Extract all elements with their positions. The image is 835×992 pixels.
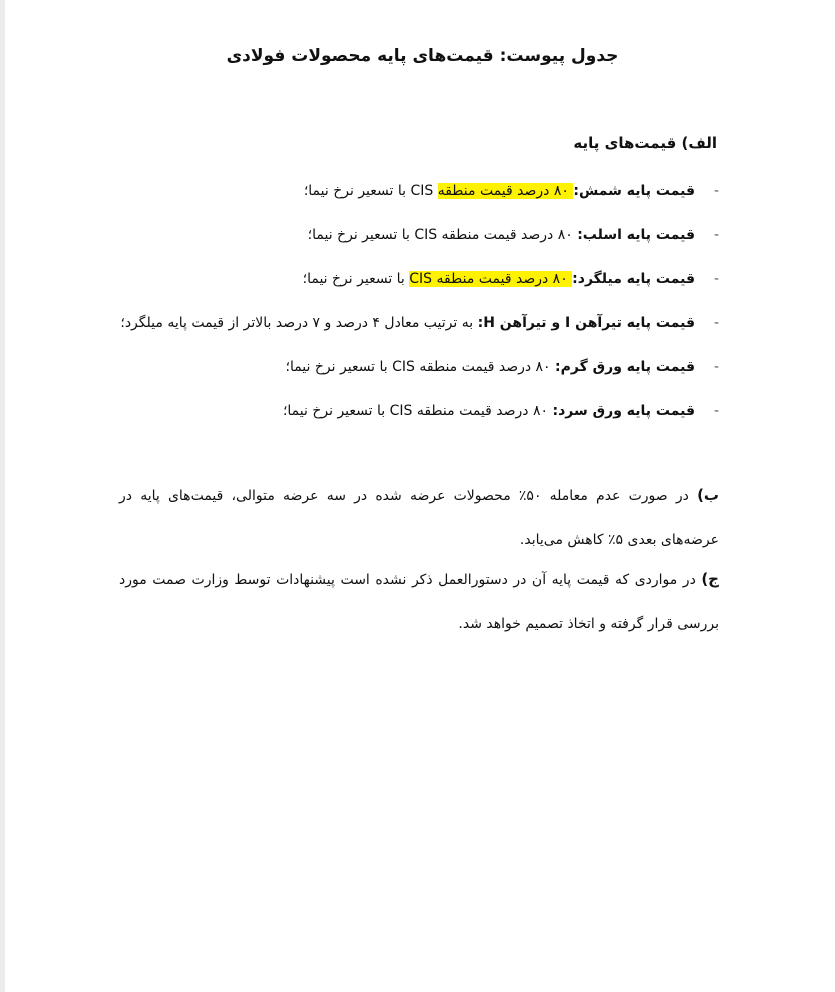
item-label: قیمت پایه شمش: (573, 183, 695, 199)
item-text: به ترتیب معادل ۴ درصد و ۷ درصد بالاتر از قیمت پایه میلگرد؛ (120, 315, 478, 331)
list-item-cold-sheet (115, 400, 719, 422)
paragraph-c (119, 557, 719, 646)
item-label: قیمت پایه میلگرد: (572, 271, 695, 287)
list-item-billet (115, 180, 719, 202)
paragraph-tag: ج) (701, 570, 719, 588)
paragraph-tag: ب) (697, 486, 719, 504)
list-dash: - (713, 315, 719, 331)
list-item-rebar (115, 268, 719, 290)
list-dash: - (713, 271, 719, 287)
item-label: قیمت پایه ورق گرم: (555, 359, 695, 375)
section-a-heading: الف) قیمت‌های پایه (573, 134, 717, 152)
paragraph-text: در مواردی که قیمت پایه آن در دستورالعمل ذکر نشده است پیشنهادات توسط وزارت صمت مورد بررسی قرار گرفته و اتخاذ تصمیم خواهد شد. (119, 572, 719, 632)
highlighted-text: ۸۰ درصد قیمت منطقه CIS (409, 271, 573, 287)
list-item-hot-sheet (115, 356, 719, 378)
item-text: با تسعیر نرخ نیما؛ (302, 271, 410, 287)
list-dash: - (713, 359, 719, 375)
highlighted-text: ۸۰ درصد قیمت منطقه (437, 183, 574, 199)
paragraph-text: در صورت عدم معامله ۵۰٪ محصولات عرضه شده در سه عرضه متوالی، قیمت‌های پایه در عرضه‌های بعدی ۵٪ کاهش می‌یابد. (119, 488, 719, 548)
list-dash: - (713, 227, 719, 243)
item-label: قیمت پایه تیرآهن I و تیرآهن H: (477, 315, 695, 331)
item-label: قیمت پایه اسلب: (577, 227, 695, 243)
item-text: ۸۰ درصد قیمت منطقه CIS با تسعیر نرخ نیما؛ (285, 359, 556, 375)
list-item-beams (115, 312, 719, 334)
item-label: قیمت پایه ورق سرد: (552, 403, 695, 419)
document-title: جدول پیوست: قیمت‌های پایه محصولات فولادی (226, 46, 619, 66)
list-dash: - (713, 183, 719, 199)
item-text: ۸۰ درصد قیمت منطقه CIS با تسعیر نرخ نیما؛ (282, 403, 553, 419)
list-dash: - (713, 403, 719, 419)
item-text: ۸۰ درصد قیمت منطقه CIS با تسعیر نرخ نیما؛ (307, 227, 578, 243)
list-item-slab (115, 224, 719, 246)
item-text: CIS با تسعیر نرخ نیما؛ (303, 183, 438, 199)
paragraph-b (119, 473, 719, 562)
